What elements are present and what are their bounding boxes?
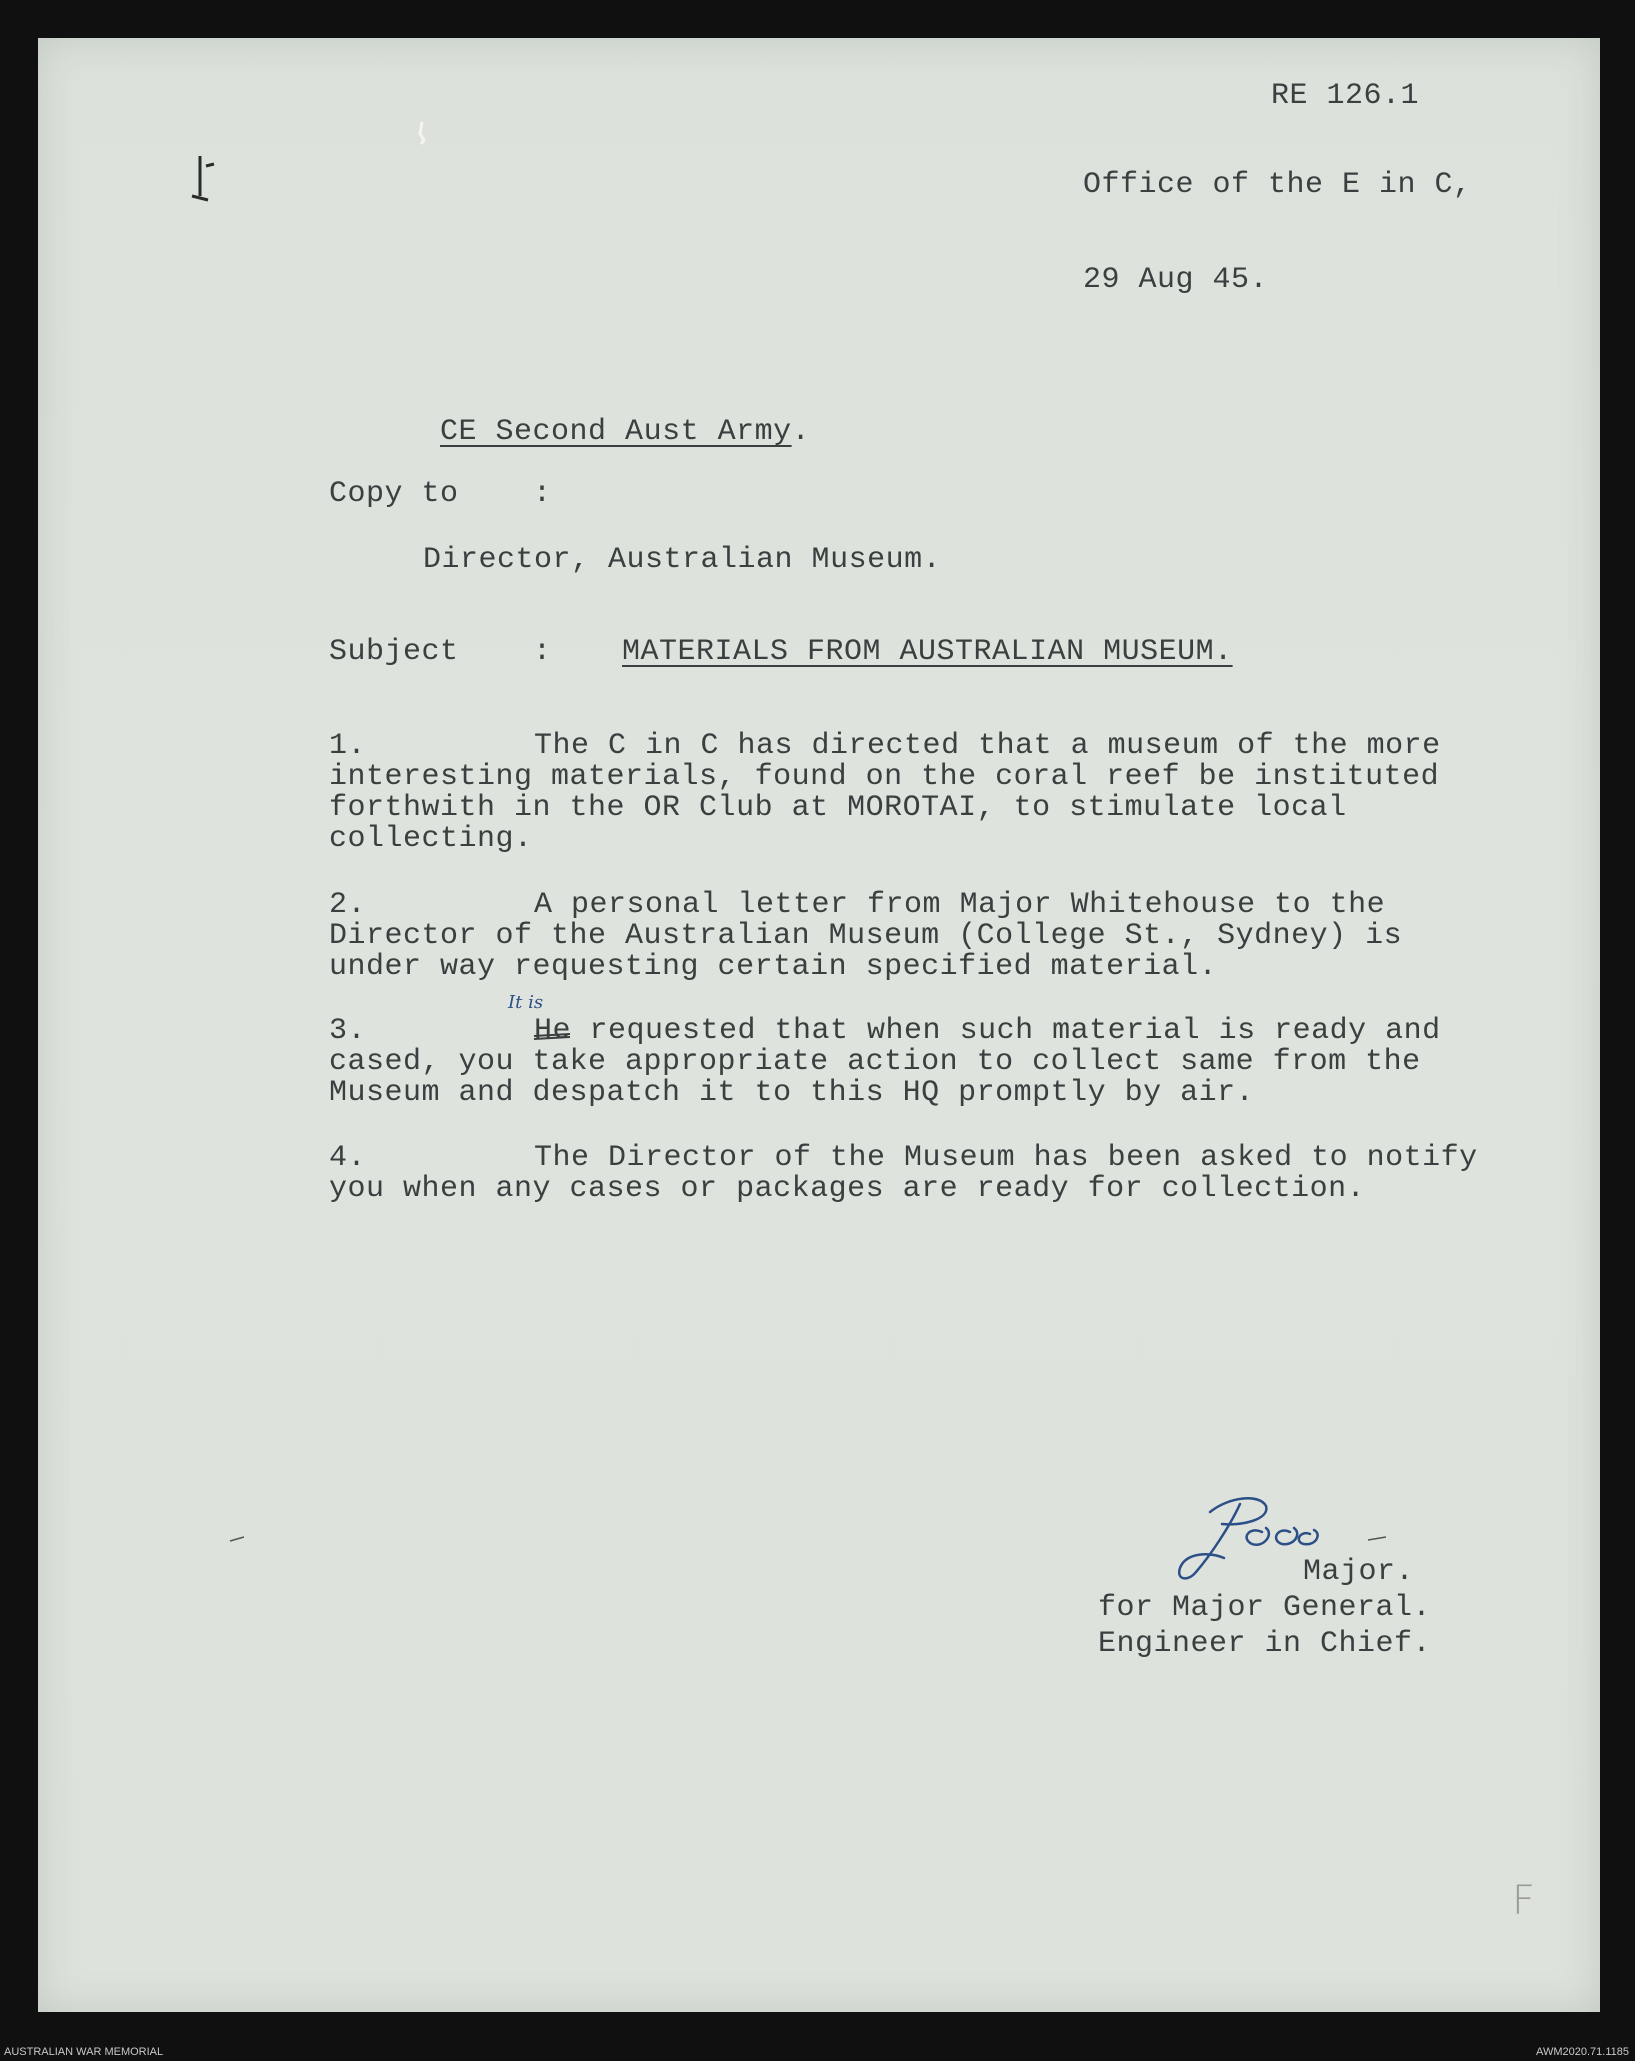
paragraph-line: forthwith in the OR Club at MOROTAI, to stimulate local (329, 791, 1347, 825)
pencil-mark (1366, 1534, 1390, 1544)
folio-mark: F (1512, 1878, 1536, 1924)
office-line: Office of the E in C, (1083, 168, 1472, 202)
pencil-mark (228, 1534, 248, 1544)
addressee-period: . (791, 415, 811, 449)
paragraph-number: 3. (329, 1014, 367, 1048)
signatory-for-line: for Major General. (1098, 1591, 1432, 1625)
paragraph-1 (329, 731, 1441, 855)
paragraph-line: He requested that when such material is ready and (534, 1014, 1441, 1048)
paragraph-4 (329, 1143, 1478, 1205)
subject-title: MATERIALS FROM AUSTRALIAN MUSEUM. (622, 635, 1233, 669)
copy-to-label: Copy to (329, 477, 459, 511)
paragraph-number: 2. (329, 888, 367, 922)
paragraph-line: cased, you take appropriate action to collect same from the (329, 1045, 1421, 1079)
paragraph-line: interesting materials, found on the coral reef be instituted (329, 760, 1440, 794)
paragraph-number: 4. (329, 1141, 367, 1175)
paper-speck (414, 120, 430, 146)
addressee (329, 384, 810, 480)
footer-right: AWM2020.71.1185 (1536, 2046, 1629, 2058)
paragraph-line: you when any cases or packages are ready for collection. (329, 1172, 1366, 1206)
staple-mark (178, 126, 228, 246)
signatory-rank: Major. (1303, 1555, 1415, 1589)
paragraph-line: A personal letter from Major Whitehouse to the (534, 888, 1386, 922)
subject-label: Subject (329, 635, 459, 669)
paragraph-line: Museum and despatch it to this HQ promptly by air. (329, 1076, 1255, 1110)
paragraph-line: Director of the Australian Museum (College St., Sydney) is (329, 919, 1403, 953)
subject-colon: : (533, 635, 552, 669)
signatory-title: Engineer in Chief. (1098, 1627, 1432, 1661)
document-sheet (38, 38, 1600, 2012)
strikethrough-mark (532, 1028, 572, 1042)
footer-left: AUSTRALIAN WAR MEMORIAL (4, 2046, 164, 2058)
addressee-name: CE Second Aust Army (440, 415, 792, 449)
handwritten-correction: It is (508, 992, 544, 1013)
paragraph-line: The C in C has directed that a museum of the more (534, 729, 1441, 763)
copy-to-recipient: Director, Australian Museum. (423, 543, 942, 577)
copy-to-colon: : (533, 477, 552, 511)
paragraph-line: under way requesting certain specified material. (329, 950, 1218, 984)
paragraph-2 (329, 890, 1402, 983)
paragraph-number: 1. (329, 729, 367, 763)
paragraph-line: The Director of the Museum has been asked to notify (534, 1141, 1478, 1175)
paragraph-3 (329, 1016, 1441, 1109)
reference-number: RE 126.1 (1271, 79, 1420, 113)
paragraph-line: collecting. (329, 822, 533, 856)
date-line: 29 Aug 45. (1083, 263, 1269, 297)
